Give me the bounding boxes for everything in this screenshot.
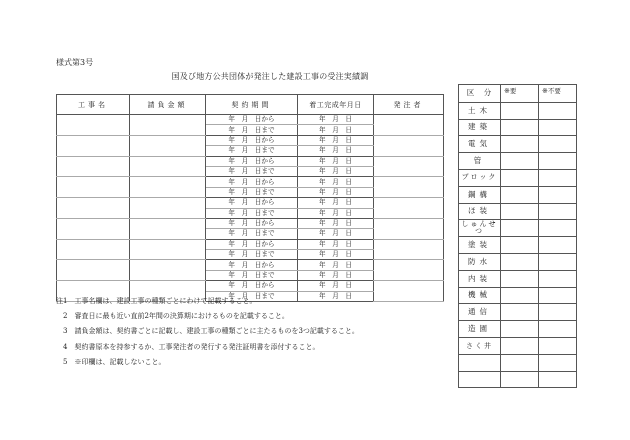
form-number: 様式第3号 [56, 58, 94, 67]
client-cell[interactable] [374, 239, 444, 260]
contract-term-end[interactable]: 年 月 日まで [206, 166, 298, 176]
client-cell[interactable] [374, 177, 444, 198]
not-required-cell[interactable] [539, 237, 577, 254]
note-2: 2 審査日に最も近い直前2年間の決算期におけるものを記載すること。 [56, 312, 289, 321]
not-required-cell[interactable] [539, 136, 577, 153]
start-date-cell[interactable]: 年 月 日 [298, 115, 374, 125]
client-cell[interactable] [374, 260, 444, 281]
classification-row [459, 153, 577, 170]
start-date-cell[interactable]: 年 月 日 [298, 135, 374, 145]
start-date-cell[interactable]: 年 月 日 [298, 239, 374, 249]
contract-amount-cell[interactable] [130, 198, 206, 219]
classification-row [459, 102, 577, 119]
classification-label: 建築 [459, 119, 501, 136]
classification-row [459, 304, 577, 321]
header-project-name: 工事名 [57, 95, 130, 115]
classification-row [459, 337, 577, 354]
classification-label [459, 371, 501, 388]
classification-label: 電気 [459, 136, 501, 153]
client-cell[interactable] [374, 156, 444, 177]
required-cell[interactable] [501, 102, 539, 119]
table-row [57, 156, 444, 166]
start-date-cell[interactable]: 年 月 日 [298, 198, 374, 208]
table-row [57, 260, 444, 270]
contract-term-end[interactable]: 年 月 日まで [206, 146, 298, 156]
not-required-cell[interactable] [539, 186, 577, 203]
not-required-cell[interactable] [539, 304, 577, 321]
classification-label: ブロック [459, 169, 501, 186]
required-cell[interactable] [501, 237, 539, 254]
not-required-cell[interactable] [539, 287, 577, 304]
project-name-cell[interactable] [57, 156, 130, 177]
completion-date-cell[interactable]: 年 月 日 [298, 291, 374, 301]
completion-date-cell[interactable]: 年 月 日 [298, 146, 374, 156]
contract-term-end[interactable]: 年 月 日まで [206, 187, 298, 197]
contract-term-start[interactable]: 年 月 日から [206, 135, 298, 145]
header-contract-amount: 請負金額 [130, 95, 206, 115]
not-required-cell[interactable] [539, 354, 577, 371]
classification-label [459, 354, 501, 371]
contract-term-start[interactable]: 年 月 日から [206, 156, 298, 166]
classification-label: ほ装 [459, 203, 501, 220]
header-contract-term: 契約期間 [206, 95, 298, 115]
table-row [57, 135, 444, 145]
contract-term-start[interactable]: 年 月 日から [206, 260, 298, 270]
not-required-cell[interactable] [539, 337, 577, 354]
note-5: 5 ※印欄は、記載しないこと。 [56, 357, 166, 366]
classification-row [459, 119, 577, 136]
contract-term-end[interactable]: 年 月 日まで [206, 270, 298, 280]
project-name-cell[interactable] [57, 115, 130, 136]
not-required-cell[interactable] [539, 371, 577, 388]
note-3: 3 請負金額は、契約書ごとに記載し、建設工事の種類ごとに主たるものを3つ記載すること。 [56, 327, 359, 336]
classification-row [459, 203, 577, 220]
start-date-cell[interactable]: 年 月 日 [298, 156, 374, 166]
not-required-cell[interactable] [539, 169, 577, 186]
contract-term-end[interactable]: 年 月 日まで [206, 291, 298, 301]
not-required-cell[interactable] [539, 220, 577, 237]
contract-term-end[interactable]: 年 月 日まで [206, 125, 298, 135]
classification-row [459, 186, 577, 203]
completion-date-cell[interactable]: 年 月 日 [298, 125, 374, 135]
contract-amount-cell[interactable] [130, 260, 206, 281]
completion-date-cell[interactable]: 年 月 日 [298, 187, 374, 197]
required-cell[interactable] [501, 304, 539, 321]
notes [56, 294, 359, 370]
project-name-cell[interactable] [57, 239, 130, 260]
not-required-cell[interactable] [539, 119, 577, 136]
contract-term-end[interactable]: 年 月 日まで [206, 250, 298, 260]
completion-date-cell[interactable]: 年 月 日 [298, 250, 374, 260]
classification-label: 管 [459, 153, 501, 170]
project-name-cell[interactable] [57, 218, 130, 239]
not-required-cell[interactable] [539, 270, 577, 287]
required-cell[interactable] [501, 371, 539, 388]
required-cell[interactable] [501, 169, 539, 186]
header-start-completion-date: 着工完成年月日 [298, 95, 374, 115]
classification-table [458, 84, 577, 388]
classification-row [459, 354, 577, 371]
header-not-required-label: 不要 [547, 87, 561, 95]
not-required-cell[interactable] [539, 321, 577, 338]
required-cell[interactable] [501, 136, 539, 153]
required-cell[interactable] [501, 321, 539, 338]
client-cell[interactable] [374, 218, 444, 239]
classification-label: しゅんせつ [459, 220, 501, 237]
header-required [501, 85, 539, 103]
required-cell[interactable] [501, 354, 539, 371]
classification-row [459, 220, 577, 237]
project-name-cell[interactable] [57, 135, 130, 156]
classification-row [459, 371, 577, 388]
classification-label: 土木 [459, 102, 501, 119]
required-cell[interactable] [501, 153, 539, 170]
required-cell[interactable] [501, 203, 539, 220]
classification-row [459, 321, 577, 338]
project-name-cell[interactable] [57, 260, 130, 281]
contract-term-start[interactable]: 年 月 日から [206, 177, 298, 187]
classification-row [459, 287, 577, 304]
header-not-required [539, 85, 577, 103]
classification-label: 内装 [459, 270, 501, 287]
contract-term-start[interactable]: 年 月 日から [206, 198, 298, 208]
note-1: 注1 工事名欄は、建設工事の種類ごとにわけて記載すること。 [56, 297, 257, 305]
contract-term-end[interactable]: 年 月 日まで [206, 229, 298, 239]
classification-row [459, 169, 577, 186]
contract-amount-cell[interactable] [130, 135, 206, 156]
header-client: 発注者 [374, 95, 444, 115]
contract-term-start[interactable]: 年 月 日から [206, 281, 298, 291]
client-cell[interactable] [374, 115, 444, 136]
contract-term-start[interactable]: 年 月 日から [206, 115, 298, 125]
classification-label: 機械 [459, 287, 501, 304]
required-cell[interactable] [501, 337, 539, 354]
contract-amount-cell[interactable] [130, 115, 206, 136]
project-name-cell[interactable] [57, 177, 130, 198]
header-required-mark: ※ [504, 87, 510, 95]
classification-label: 造園 [459, 321, 501, 338]
classification-row [459, 237, 577, 254]
completion-date-cell[interactable]: 年 月 日 [298, 166, 374, 176]
table-row [57, 218, 444, 228]
table-row [57, 115, 444, 125]
completion-date-cell[interactable]: 年 月 日 [298, 208, 374, 218]
contract-term-start[interactable]: 年 月 日から [206, 239, 298, 249]
project-name-cell[interactable] [57, 198, 130, 219]
main-table [56, 94, 444, 302]
classification-row [459, 270, 577, 287]
main-table-body [57, 115, 444, 302]
not-required-cell[interactable] [539, 253, 577, 270]
form-title: 国及び地方公共団体が発注した建設工事の受注実績調 [171, 72, 369, 81]
contract-term-start[interactable]: 年 月 日から [206, 218, 298, 228]
classification-label: 鋼構 [459, 186, 501, 203]
required-cell[interactable] [501, 186, 539, 203]
client-cell[interactable] [374, 198, 444, 219]
client-cell[interactable] [374, 281, 444, 302]
classification-label: 通信 [459, 304, 501, 321]
client-cell[interactable] [374, 135, 444, 156]
required-cell[interactable] [501, 287, 539, 304]
note-4: 4 契約書原本を持参するか、工事発注者の発行する発注証明書を添付すること。 [56, 342, 320, 351]
table-row [57, 239, 444, 249]
main-table-header [57, 95, 444, 115]
contract-amount-cell[interactable] [130, 218, 206, 239]
classification-label: 塗装 [459, 237, 501, 254]
classification-row [459, 136, 577, 153]
contract-amount-cell[interactable] [130, 156, 206, 177]
not-required-cell[interactable] [539, 102, 577, 119]
header-not-required-mark: ※ [542, 87, 548, 95]
not-required-cell[interactable] [539, 203, 577, 220]
classification-row [459, 253, 577, 270]
header-category: 区 分 [459, 85, 501, 103]
contract-amount-cell[interactable] [130, 239, 206, 260]
table-row [57, 177, 444, 187]
required-cell[interactable] [501, 270, 539, 287]
contract-amount-cell[interactable] [130, 177, 206, 198]
completion-date-cell[interactable]: 年 月 日 [298, 229, 374, 239]
table-row [57, 281, 444, 291]
contract-term-end[interactable]: 年 月 日まで [206, 208, 298, 218]
table-row [57, 198, 444, 208]
completion-date-cell[interactable]: 年 月 日 [298, 270, 374, 280]
required-cell[interactable] [501, 119, 539, 136]
start-date-cell[interactable]: 年 月 日 [298, 260, 374, 270]
classification-label: さく井 [459, 337, 501, 354]
header-required-label: 要 [509, 87, 517, 95]
classification-header-row [459, 85, 577, 103]
not-required-cell[interactable] [539, 153, 577, 170]
start-date-cell[interactable]: 年 月 日 [298, 218, 374, 228]
required-cell[interactable] [501, 220, 539, 237]
required-cell[interactable] [501, 253, 539, 270]
start-date-cell[interactable]: 年 月 日 [298, 177, 374, 187]
classification-table-body [459, 85, 577, 388]
start-date-cell[interactable]: 年 月 日 [298, 281, 374, 291]
classification-label: 防水 [459, 253, 501, 270]
